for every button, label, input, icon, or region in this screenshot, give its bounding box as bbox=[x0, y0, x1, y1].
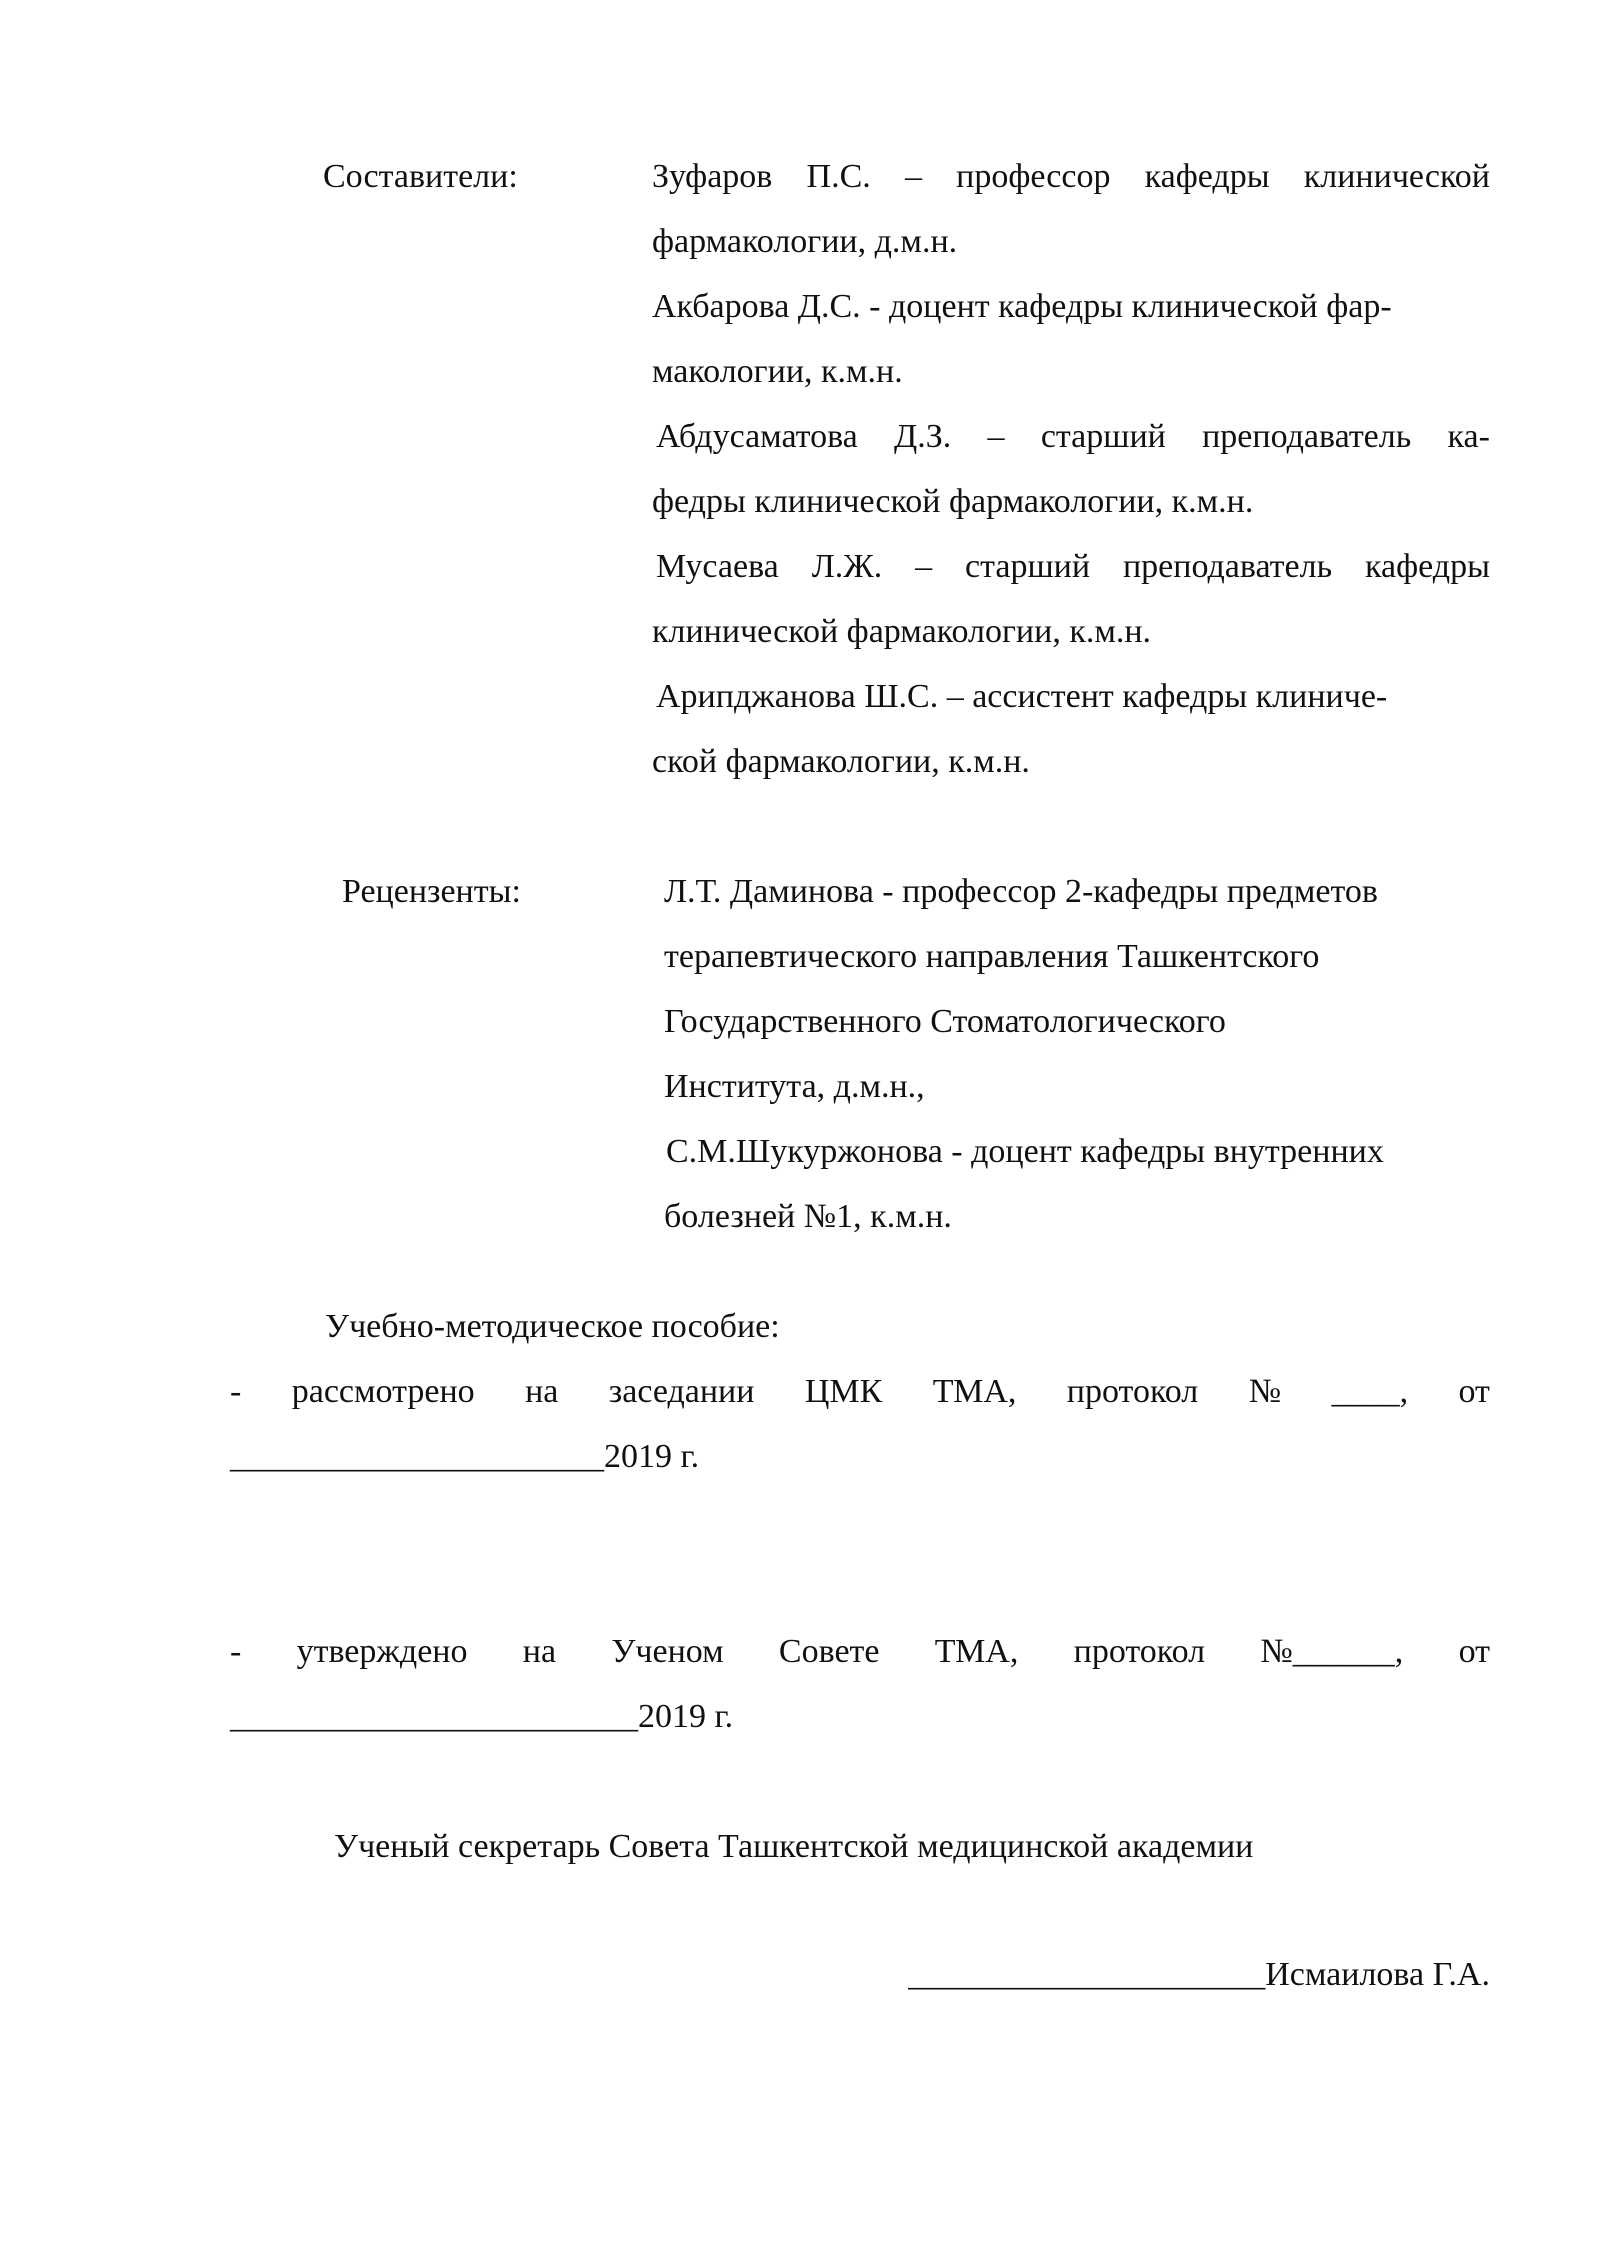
reviewer-line-1: Л.Т. Даминова - профессор 2-кафедры предметов bbox=[664, 873, 1378, 910]
considered-line-1: - рассмотрено на заседании ЦМК ТМА, протокол № ____, от bbox=[230, 1373, 1490, 1410]
approved-line-1: - утверждено на Ученом Совете ТМА, протокол №______, от bbox=[230, 1633, 1490, 1670]
compiler-line-3: Акбарова Д.С. - доцент кафедры клинической фар- bbox=[652, 288, 1392, 325]
approval-heading: Учебно-методическое пособие: bbox=[325, 1308, 780, 1345]
compiler-line-8: клинической фармакологии, к.м.н. bbox=[652, 613, 1152, 650]
approved-line-2: ________________________2019 г. bbox=[230, 1698, 734, 1735]
reviewer-line-2: терапевтического направления Ташкентского bbox=[664, 938, 1320, 975]
considered-line-2: ______________________2019 г. bbox=[230, 1438, 700, 1475]
compiler-line-7: Мусаева Л.Ж. – старший преподаватель кафедры bbox=[656, 548, 1490, 585]
reviewers-label: Рецензенты: bbox=[342, 873, 521, 910]
secretary-title: Ученый секретарь Совета Ташкентской медицинской академии bbox=[334, 1828, 1254, 1865]
reviewer-line-6: болезней №1, к.м.н. bbox=[664, 1198, 952, 1235]
reviewer-line-3: Государственного Стоматологического bbox=[664, 1003, 1226, 1040]
compiler-line-10: ской фармакологии, к.м.н. bbox=[652, 743, 1030, 780]
compiler-line-2: фармакологии, д.м.н. bbox=[652, 223, 958, 260]
compiler-line-4: макологии, к.м.н. bbox=[652, 353, 903, 390]
compiler-line-6: федры клинической фармакологии, к.м.н. bbox=[652, 483, 1254, 520]
secretary-signature: _____________________Исмаилова Г.А. bbox=[908, 1956, 1490, 1993]
compiler-line-5: Абдусаматова Д.З. – старший преподаватель ка- bbox=[656, 418, 1490, 455]
compiler-line-1: Зуфаров П.С. – профессор кафедры клинической bbox=[652, 158, 1490, 195]
reviewer-line-5: С.М.Шукуржонова - доцент кафедры внутренних bbox=[666, 1133, 1384, 1170]
reviewer-line-4: Института, д.м.н., bbox=[664, 1068, 925, 1105]
compilers-label: Составители: bbox=[323, 158, 518, 195]
compiler-line-9: Арипджанова Ш.С. – ассистент кафедры клиниче- bbox=[656, 678, 1388, 715]
